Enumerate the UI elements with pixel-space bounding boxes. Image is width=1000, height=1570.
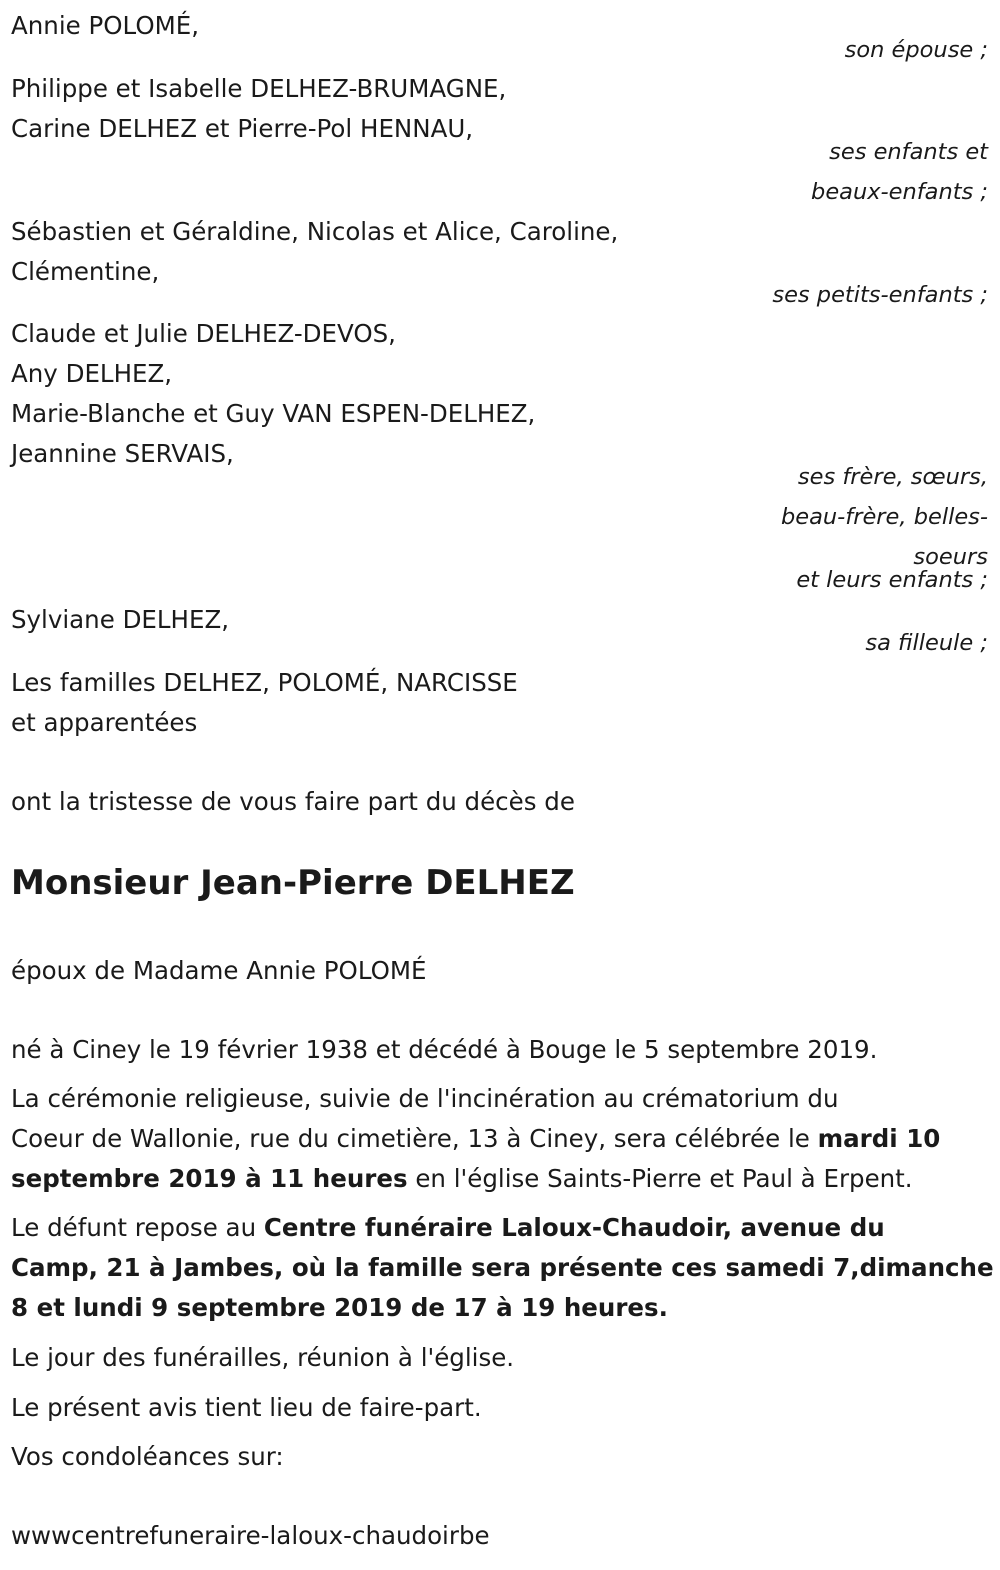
- reunion: Le jour des funérailles, réunion à l'église.: [11, 1343, 515, 1372]
- rest-line-2: Camp, 21 à Jambes, où la famille sera présente ces samedi 7,dimanche: [11, 1253, 994, 1282]
- deceased-name: Monsieur Jean-Pierre DELHEZ: [11, 863, 575, 903]
- families-line-1: Les familles DELHEZ, POLOMÉ, NARCISSE: [11, 668, 518, 697]
- goddaughter-name: Sylviane DELHEZ,: [11, 605, 230, 634]
- rest-intro: Le défunt repose au: [11, 1213, 264, 1242]
- grandchildren-line-2: Clémentine,: [11, 257, 160, 286]
- ceremony-date: mardi 10: [817, 1124, 941, 1153]
- rest-place: Centre funéraire Laloux-Chaudoir, avenue du: [263, 1213, 885, 1242]
- siblings-role-3: soeurs: [913, 544, 988, 570]
- ceremony-line-2: [11, 1119, 940, 1159]
- notice: Le présent avis tient lieu de faire-part.: [11, 1393, 482, 1422]
- children-role-1: ses enfants et: [829, 139, 988, 165]
- siblings-line-3: Marie-Blanche et Guy VAN ESPEN-DELHEZ,: [11, 399, 536, 428]
- siblings-role-1: ses frère, sœurs,: [797, 464, 988, 490]
- children-line-1: Philippe et Isabelle DELHEZ-BRUMAGNE,: [11, 74, 507, 103]
- website-link[interactable]: wwwcentrefuneraire-laloux-chaudoirbe: [11, 1521, 490, 1550]
- siblings-role-4: et leurs enfants ;: [796, 567, 988, 593]
- ceremony-line-3: [11, 1159, 913, 1199]
- ceremony-location: en l'église Saints-Pierre et Paul à Erpent.: [407, 1164, 913, 1193]
- children-line-2: Carine DELHEZ et Pierre-Pol HENNAU,: [11, 114, 474, 143]
- rest-line-3: 8 et lundi 9 septembre 2019 de 17 à 19 heures.: [11, 1293, 668, 1322]
- siblings-role-2: beau-frère, belles-: [780, 504, 988, 530]
- ceremony-text: Coeur de Wallonie, rue du cimetière, 13 à Ciney, sera célébrée le: [11, 1124, 818, 1153]
- ceremony-line-1: La cérémonie religieuse, suivie de l'incinération au crématorium du: [11, 1084, 839, 1113]
- spouse-of: époux de Madame Annie POLOMÉ: [11, 956, 427, 985]
- spouse-name: Annie POLOMÉ,: [11, 11, 200, 40]
- condolences: Vos condoléances sur:: [11, 1442, 284, 1471]
- spouse-role: son épouse ;: [844, 37, 988, 63]
- announcement: ont la tristesse de vous faire part du décès de: [11, 787, 575, 816]
- rest-line-1: [11, 1208, 885, 1248]
- ceremony-date-time: septembre 2019 à 11 heures: [11, 1164, 408, 1193]
- siblings-line-4: Jeannine SERVAIS,: [11, 439, 234, 468]
- birth-death: né à Ciney le 19 février 1938 et décédé à Bouge le 5 septembre 2019.: [11, 1035, 878, 1064]
- children-role-2: beaux-enfants ;: [811, 179, 988, 205]
- siblings-line-2: Any DELHEZ,: [11, 359, 173, 388]
- siblings-line-1: Claude et Julie DELHEZ-DEVOS,: [11, 319, 396, 348]
- goddaughter-role: sa filleule ;: [865, 630, 988, 656]
- grandchildren-role: ses petits-enfants ;: [772, 282, 988, 308]
- families-line-2: et apparentées: [11, 708, 198, 737]
- grandchildren-line-1: Sébastien et Géraldine, Nicolas et Alice, Caroline,: [11, 217, 619, 246]
